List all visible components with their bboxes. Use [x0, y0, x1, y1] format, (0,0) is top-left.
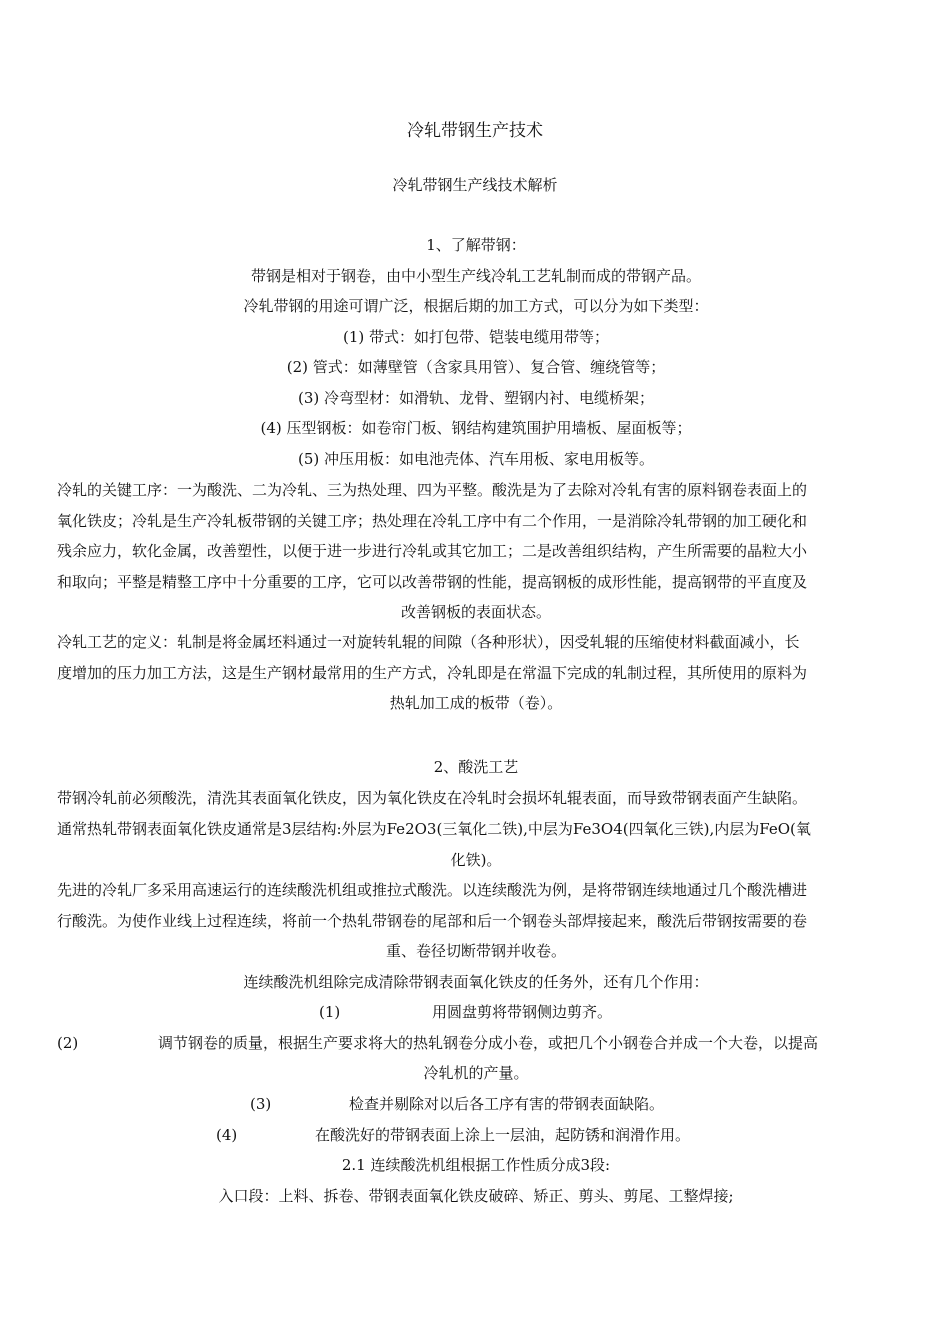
paragraph-line: 通常热轧带钢表面氧化铁皮通常是3层结构:外层为Fe2O3(三氧化二铁),中层为Fe3O4(四氧化三铁),内层为FeO(氧: [57, 820, 811, 838]
role-number: (3): [250, 1095, 272, 1113]
section-1-paragraph-1: 带钢是相对于钢卷，由中小型生产线冷轧工艺轧制而成的带钢产品。: [250, 267, 701, 285]
entry-section-paragraph: 入口段：上料、拆卷、带钢表面氧化铁皮破碎、矫正、剪头、剪尾、工整焊接;: [218, 1187, 734, 1205]
role-text: 在酸洗好的带钢表面上涂上一层油，起防锈和润滑作用。: [315, 1126, 691, 1144]
section-1-heading: 1、了解带钢：: [426, 236, 526, 254]
paragraph-line: 先进的冷轧厂多采用高速运行的连续酸洗机组或推拉式酸洗。以连续酸洗为例，是将带钢连续地通过几个酸洗槽进: [57, 881, 808, 899]
paragraph-line: 重、卷径切断带钢并收卷。: [385, 942, 566, 960]
role-text: 检查并剔除对以后各工序有害的带钢表面缺陷。: [349, 1095, 665, 1113]
paragraph-line: 冷轧工艺的定义：轧制是将金属坯料通过一对旋转轧辊的间隙（各种形状），因受轧辊的压缩使材料截面减小，长: [57, 633, 800, 651]
paragraph-line: 和取向；平整是精整工序中十分重要的工序，它可以改善带钢的性能，提高钢板的成形性能，提高钢带的平直度及: [57, 572, 808, 591]
paragraph-line: 残余应力，软化金属，改善塑性，以便于进一步进行冷轧或其它加工；二是改善组织结构，产生所需要的晶粒大小: [57, 542, 808, 560]
paragraph-line: 度增加的压力加工方法，这是生产钢材最常用的生产方式，冷轧即是在常温下完成的轧制过程，其所使用的原料为: [57, 663, 808, 682]
type-item-3: (3) 冷弯型材：如滑轨、龙骨、塑钢内衬、电缆桥架；: [297, 389, 655, 407]
document-title: 冷轧带钢生产技术: [407, 121, 543, 141]
role-text-continued: 冷轧机的产量。: [423, 1064, 529, 1082]
role-number: (1): [319, 1003, 341, 1021]
paragraph-line: 化铁)。: [450, 850, 502, 869]
role-text: 调节钢卷的质量，根据生产要求将大的热轧钢卷分成小卷，或把几个小钢卷合并成一个大卷，以提高: [158, 1034, 819, 1052]
section-1-paragraph-2: 冷轧带钢的用途可谓广泛，根据后期的加工方式，可以分为如下类型：: [243, 297, 709, 315]
document-subtitle: 冷轧带钢生产线技术解析: [392, 176, 558, 194]
role-number: (4): [216, 1126, 238, 1144]
paragraph-line: 氧化铁皮；冷轧是生产冷轧板带钢的关键工序；热处理在冷轧工序中有二个作用，一是消除冷轧带钢的加工硬化和: [57, 511, 808, 530]
continuous-pickling-paragraph: [57, 875, 895, 967]
role-item-1: [57, 997, 895, 1028]
subsection-2-1-heading: 2.1 连续酸洗机组根据工作性质分成3段:: [341, 1156, 611, 1174]
role-item-2: [57, 1028, 895, 1089]
oxide-layer-paragraph: [57, 814, 895, 875]
paragraph-line: 热轧加工成的板带（卷）。: [389, 694, 563, 712]
type-item-1: (1) 带式：如打包带、铠装电缆用带等；: [342, 328, 610, 346]
paragraph-line: 冷轧的关键工序：一为酸洗、二为冷轧、三为热处理、四为平整。酸洗是为了去除对冷轧有害的原料钢卷表面上的: [57, 481, 808, 499]
paragraph-line: 行酸洗。为使作业线上过程连续，将前一个热轧带钢卷的尾部和后一个钢卷头部焊接起来，酸洗后带钢按需要的卷: [57, 911, 808, 930]
type-item-2: (2) 管式：如薄壁管（含家具用管）、复合管、缠绕管等；: [286, 358, 666, 376]
section-2-heading: 2、酸洗工艺: [433, 758, 519, 776]
role-item-3: [57, 1089, 895, 1120]
type-item-5: (5) 冲压用板：如电池壳体、汽车用板、家电用板等。: [297, 450, 655, 468]
role-item-4: [57, 1120, 895, 1151]
role-text: 用圆盘剪将带钢侧边剪齐。: [432, 1003, 613, 1021]
paragraph-line: 改善钢板的表面状态。: [400, 603, 551, 621]
role-number: (2): [57, 1034, 79, 1052]
section-2-paragraph-1: 带钢冷轧前必须酸洗，清洗其表面氧化铁皮，因为氧化铁皮在冷轧时会损坏轧辊表面，而导致带钢表面产生缺陷。: [57, 789, 808, 807]
key-process-paragraph: [57, 475, 895, 628]
definition-paragraph: [57, 627, 895, 719]
type-item-4: (4) 压型钢板：如卷帘门板、钢结构建筑围护用墙板、屋面板等；: [260, 419, 692, 437]
section-2-paragraph-4: 连续酸洗机组除完成清除带钢表面氧化铁皮的任务外，还有几个作用：: [243, 973, 709, 991]
